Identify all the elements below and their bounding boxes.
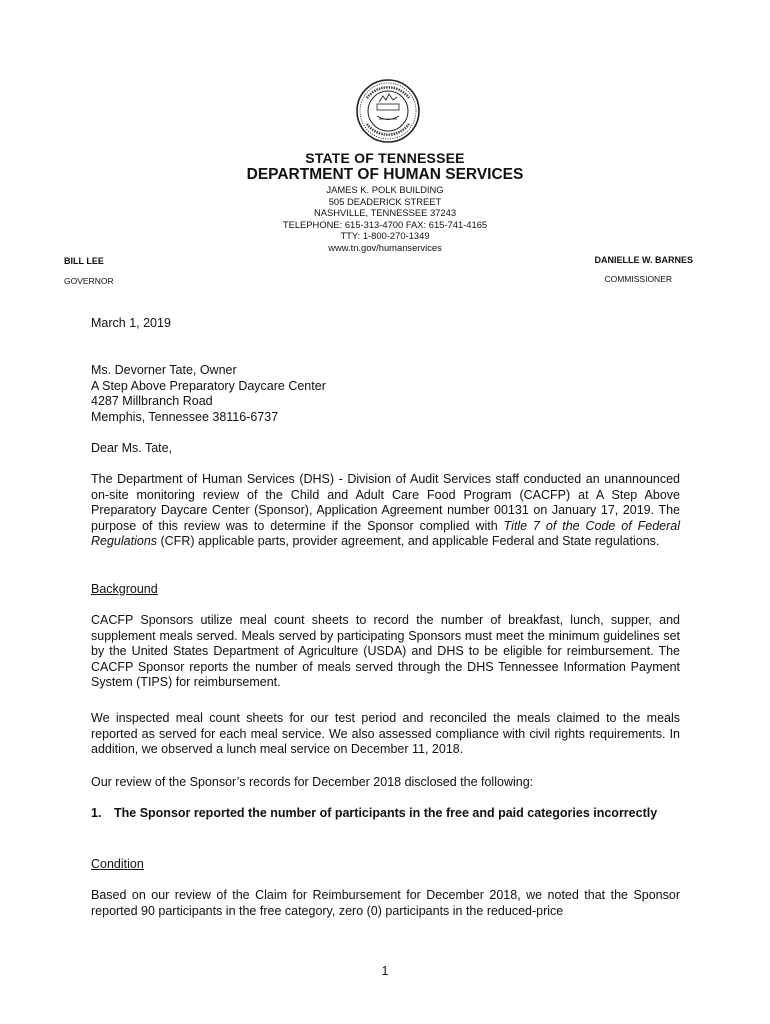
review-intro: Our review of the Sponsor’s records for December 2018 disclosed the following: [91,775,534,789]
background-paragraph-2: We inspected meal count sheets for our test period and reconciled the meals claimed to the meals reported as served for each meal service. We also assessed compliance with civil rights requirements. In addition, we observed a lunch meal service on December 11, 2018. [91,711,680,757]
recipient-address [91,363,680,425]
commissioner-name: DANIELLE W. BARNES [594,255,693,265]
letter-date: March 1, 2019 [91,316,171,330]
background-paragraph-1: CACFP Sponsors utilize meal count sheets to record the number of breakfast, lunch, supper, and supplement meals served. Meals served by participating Sponsors must meet the minimum guidelines set by the United States Department of Agriculture (USDA) and DHS to be eligible for reimbursement. The CACFP Sponsor reports the number of meals served through the DHS Tennessee Information Payment System (TIPS) for reimbursement. [91,613,680,690]
finding-title: The Sponsor reported the number of participants in the free and paid categories incorrectly [114,806,658,820]
recipient-line: 4287 Millbranch Road [91,394,213,409]
finding-1 [91,806,680,822]
address-line: 505 DEADERICK STREET [328,195,442,207]
intro-text: The Department of Human Services (DHS) - Division of Audit Services staff conducted an unannounced on-site monitoring review of the Child and Adult Care Food Program (CACFP) at A Step Above Preparatory Daycare Center (Sponsor), Application Agreement number 00131 on January 17, 2019. The purpose of this review was to determine if the Sponsor complied with [91,472,680,533]
letterhead-department: DEPARTMENT OF HUMAN SERVICES [246,166,524,183]
letterhead-address [0,184,770,253]
recipient-line: Ms. Devorner Tate, Owner [91,363,237,377]
address-line: JAMES K. POLK BUILDING [326,184,444,195]
commissioner-title: COMMISSIONER [604,274,672,284]
cfr-title: Title 7 of the Code of Federal Regulations [91,518,680,549]
salutation: Dear Ms. Tate, [91,441,173,455]
address-line: TELEPHONE: 615-313-4700 FAX: 615-741-4165 [282,218,488,230]
condition-heading: Condition [91,857,144,871]
address-line: NASHVILLE, TENNESSEE 37243 [313,207,457,218]
recipient-line: Memphis, Tennessee 38116-6737 [91,409,279,424]
recipient-line: A Step Above Preparatory Daycare Center [91,378,326,393]
intro-text-end: (CFR) applicable parts, provider agreement, and applicable Federal and State regulations. [157,534,660,549]
governor-name: BILL LEE [64,256,104,266]
finding-number: 1. [91,806,102,820]
condition-paragraph: Based on our review of the Claim for Reimbursement for December 2018, we noted that the Sponsor reported 90 participants in the free category, zero (0) participants in the reduced-price [91,888,680,918]
intro-paragraph [91,472,680,550]
state-seal [355,78,421,144]
page-number: 1 [381,964,389,978]
governor-title: GOVERNOR [64,276,114,286]
background-heading: Background [91,582,158,596]
address-line: TTY: 1-800-270-1349 [340,230,430,241]
letterhead-state: STATE OF TENNESSEE [305,150,465,166]
address-line: www.tn.gov/humanservices [328,241,442,253]
